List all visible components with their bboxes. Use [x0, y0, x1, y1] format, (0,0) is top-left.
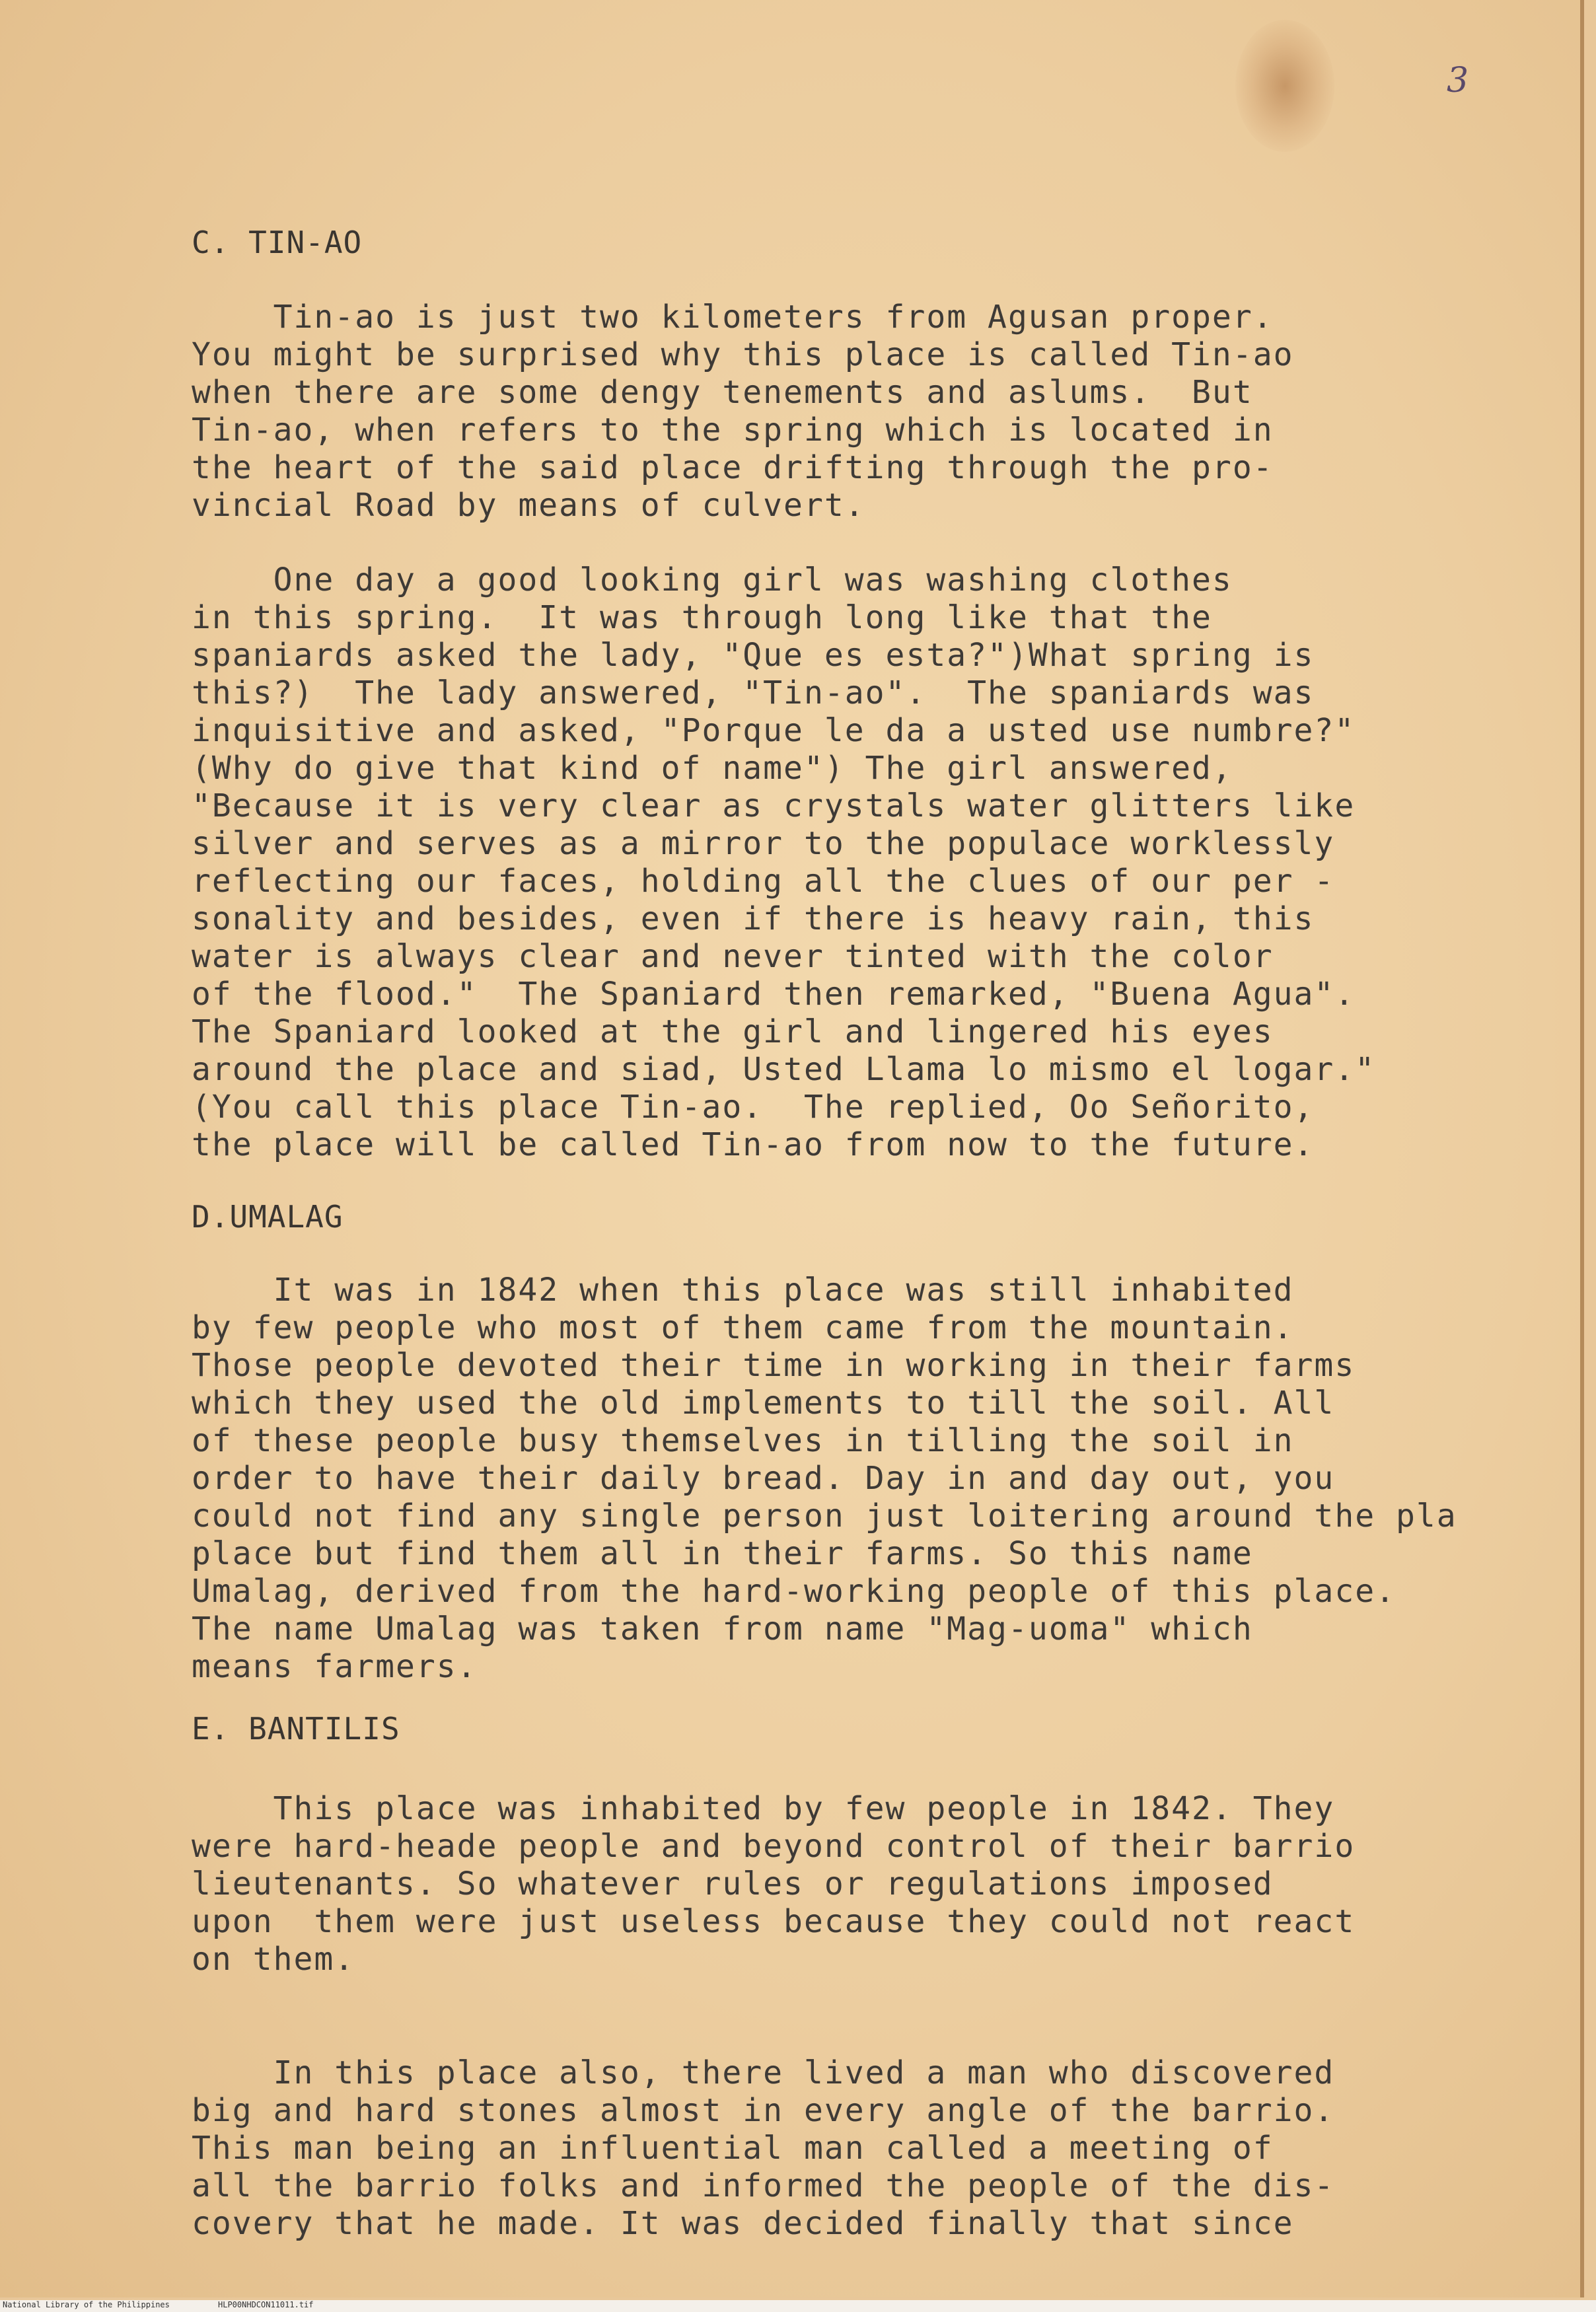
paragraph: It was in 1842 when this place was still inhabited by few people who most of them came from the mountain. Those people devoted their time in working in their farms which they used the old implements to till the soil. All of these people busy themselves in tilling the soil in order to have their daily bread. Day in and day out, you could not find any single person just loitering around the pla place but find them all in their farms. So this name Umalag, derived from the hard-working people of this place. The name Umalag was taken from name "Mag-uoma" which means farmers. [192, 1272, 1457, 1685]
footer-file-id: HLP00NHDCON11011.tif [218, 2300, 314, 2309]
paragraph: In this place also, there lived a man who discovered big and hard stones almost in every angle of the barrio. This man being an influential man called a meeting of all the barrio folks and informed the people of the dis- covery that he made. It was decided finally that since [192, 2054, 1335, 2242]
section-heading-bantilis: E. BANTILIS [192, 1711, 400, 1747]
paragraph: Tin-ao is just two kilometers from Agusan proper. You might be surprised why this place is called Tin-ao when there are some dengy tenements and aslums. But Tin-ao, when refers to the spring which is located in the heart of the said place drifting through the pro- vincial Road by means of culvert. [192, 299, 1294, 524]
scan-footer [0, 2300, 1596, 2312]
paper-stain [1235, 20, 1334, 152]
footer-library: National Library of the Philippines [3, 2300, 170, 2309]
paragraph: This place was inhabited by few people in 1842. They were hard-heade people and beyond control of their barrio lieutenants. So whatever rules or regulations imposed upon them were just useless because they could not react on them. [192, 1790, 1356, 1978]
page-number: 3 [1447, 61, 1469, 100]
section-heading-tin-ao: C. TIN-AO [192, 225, 363, 260]
paragraph: One day a good looking girl was washing clothes in this spring. It was through long like that the spaniards asked the lady, "Que es esta?")What spring is this?) The lady answered, "Tin-ao". The spaniards was inquisitive and asked, "Porque le da a usted use numbre?" (Why do give that kind of name") The girl answered, "Because it is very clear as crystals water glitters like silver and serves as a mirror to the populace worklessly reflecting our faces, holding all the clues of our per - sonality and besides, even if there is heavy rain, this water is always clear and never tinted with the color of the flood." The Spaniard then remarked, "Buena Agua". The Spaniard looked at the girl and lingered his eyes around the place and siad, Usted Llama lo mismo el logar." (You call this place Tin-ao. The replied, Oo Señorito, the place will be called Tin-ao from now to the future. [192, 561, 1376, 1163]
section-heading-umalag: D.UMALAG [192, 1199, 344, 1235]
